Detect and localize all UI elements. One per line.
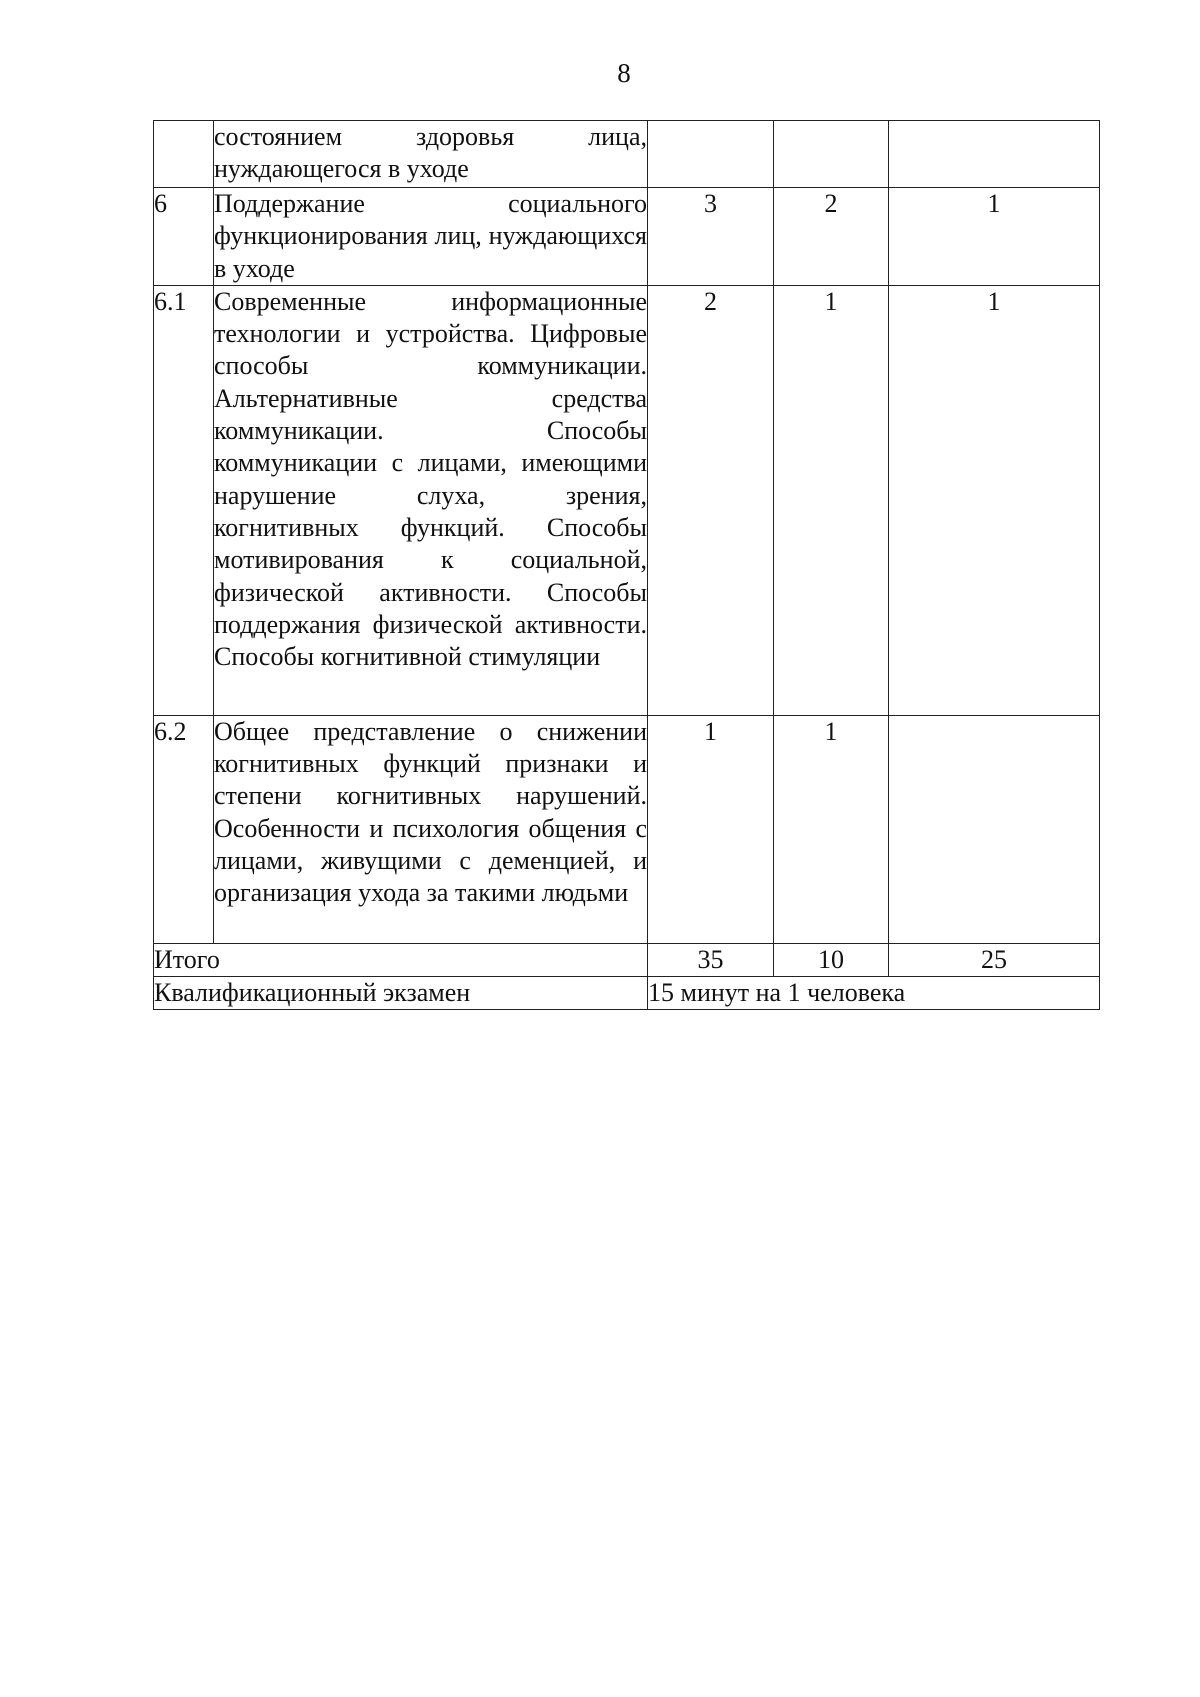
- exam-label: Квалификационный экзамен: [154, 976, 648, 1009]
- row-topic: Общее представление о снижении когнитивных функций признаки и степени когнитивных нарушений. Особенности и психология общения с лицами, живущими с деменцией, и организация ухода за такими людьми: [214, 715, 648, 943]
- row-topic: состоянием здоровья лица, нуждающегося в уходе: [214, 121, 648, 188]
- page-number: 8: [617, 58, 631, 88]
- total-hours-total: 35: [648, 943, 774, 976]
- table-row: [154, 285, 1100, 715]
- row-number: 6.2: [154, 715, 214, 943]
- total-hours-theory: 10: [774, 943, 889, 976]
- row-hours-total: 1: [648, 715, 774, 943]
- row-hours-total: [648, 121, 774, 188]
- row-topic: Поддержание социального функционирования лиц, нуждающихся в уходе: [214, 188, 648, 286]
- row-hours-theory: 1: [774, 715, 889, 943]
- row-number: [154, 121, 214, 188]
- exam-duration: 15 минут на 1 человека: [648, 976, 1100, 1009]
- row-topic: Современные информационные технологии и устройства. Цифровые способы коммуникации. Альтернативные средства коммуникации. Способы коммуникации с лицами, имеющими нарушение слуха, зрения, когнитивных функций. Способы мотивирования к социальной, физической активности. Способы поддержания физической активности. Способы когнитивной стимуляции: [214, 285, 648, 715]
- row-hours-practice: [889, 121, 1100, 188]
- row-hours-theory: 2: [774, 188, 889, 286]
- row-hours-theory: 1: [774, 285, 889, 715]
- table-row: [154, 188, 1100, 286]
- row-hours-total: 2: [648, 285, 774, 715]
- row-hours-practice: 1: [889, 188, 1100, 286]
- row-hours-practice: [889, 715, 1100, 943]
- curriculum-table: [153, 120, 1100, 1010]
- row-hours-theory: [774, 121, 889, 188]
- row-number: 6.1: [154, 285, 214, 715]
- table-row: [154, 121, 1100, 188]
- total-row: [154, 943, 1100, 976]
- row-hours-practice: 1: [889, 285, 1100, 715]
- row-hours-total: 3: [648, 188, 774, 286]
- total-label: Итого: [154, 943, 648, 976]
- exam-row: [154, 976, 1100, 1009]
- table-row: [154, 715, 1100, 943]
- row-number: 6: [154, 188, 214, 286]
- total-hours-practice: 25: [889, 943, 1100, 976]
